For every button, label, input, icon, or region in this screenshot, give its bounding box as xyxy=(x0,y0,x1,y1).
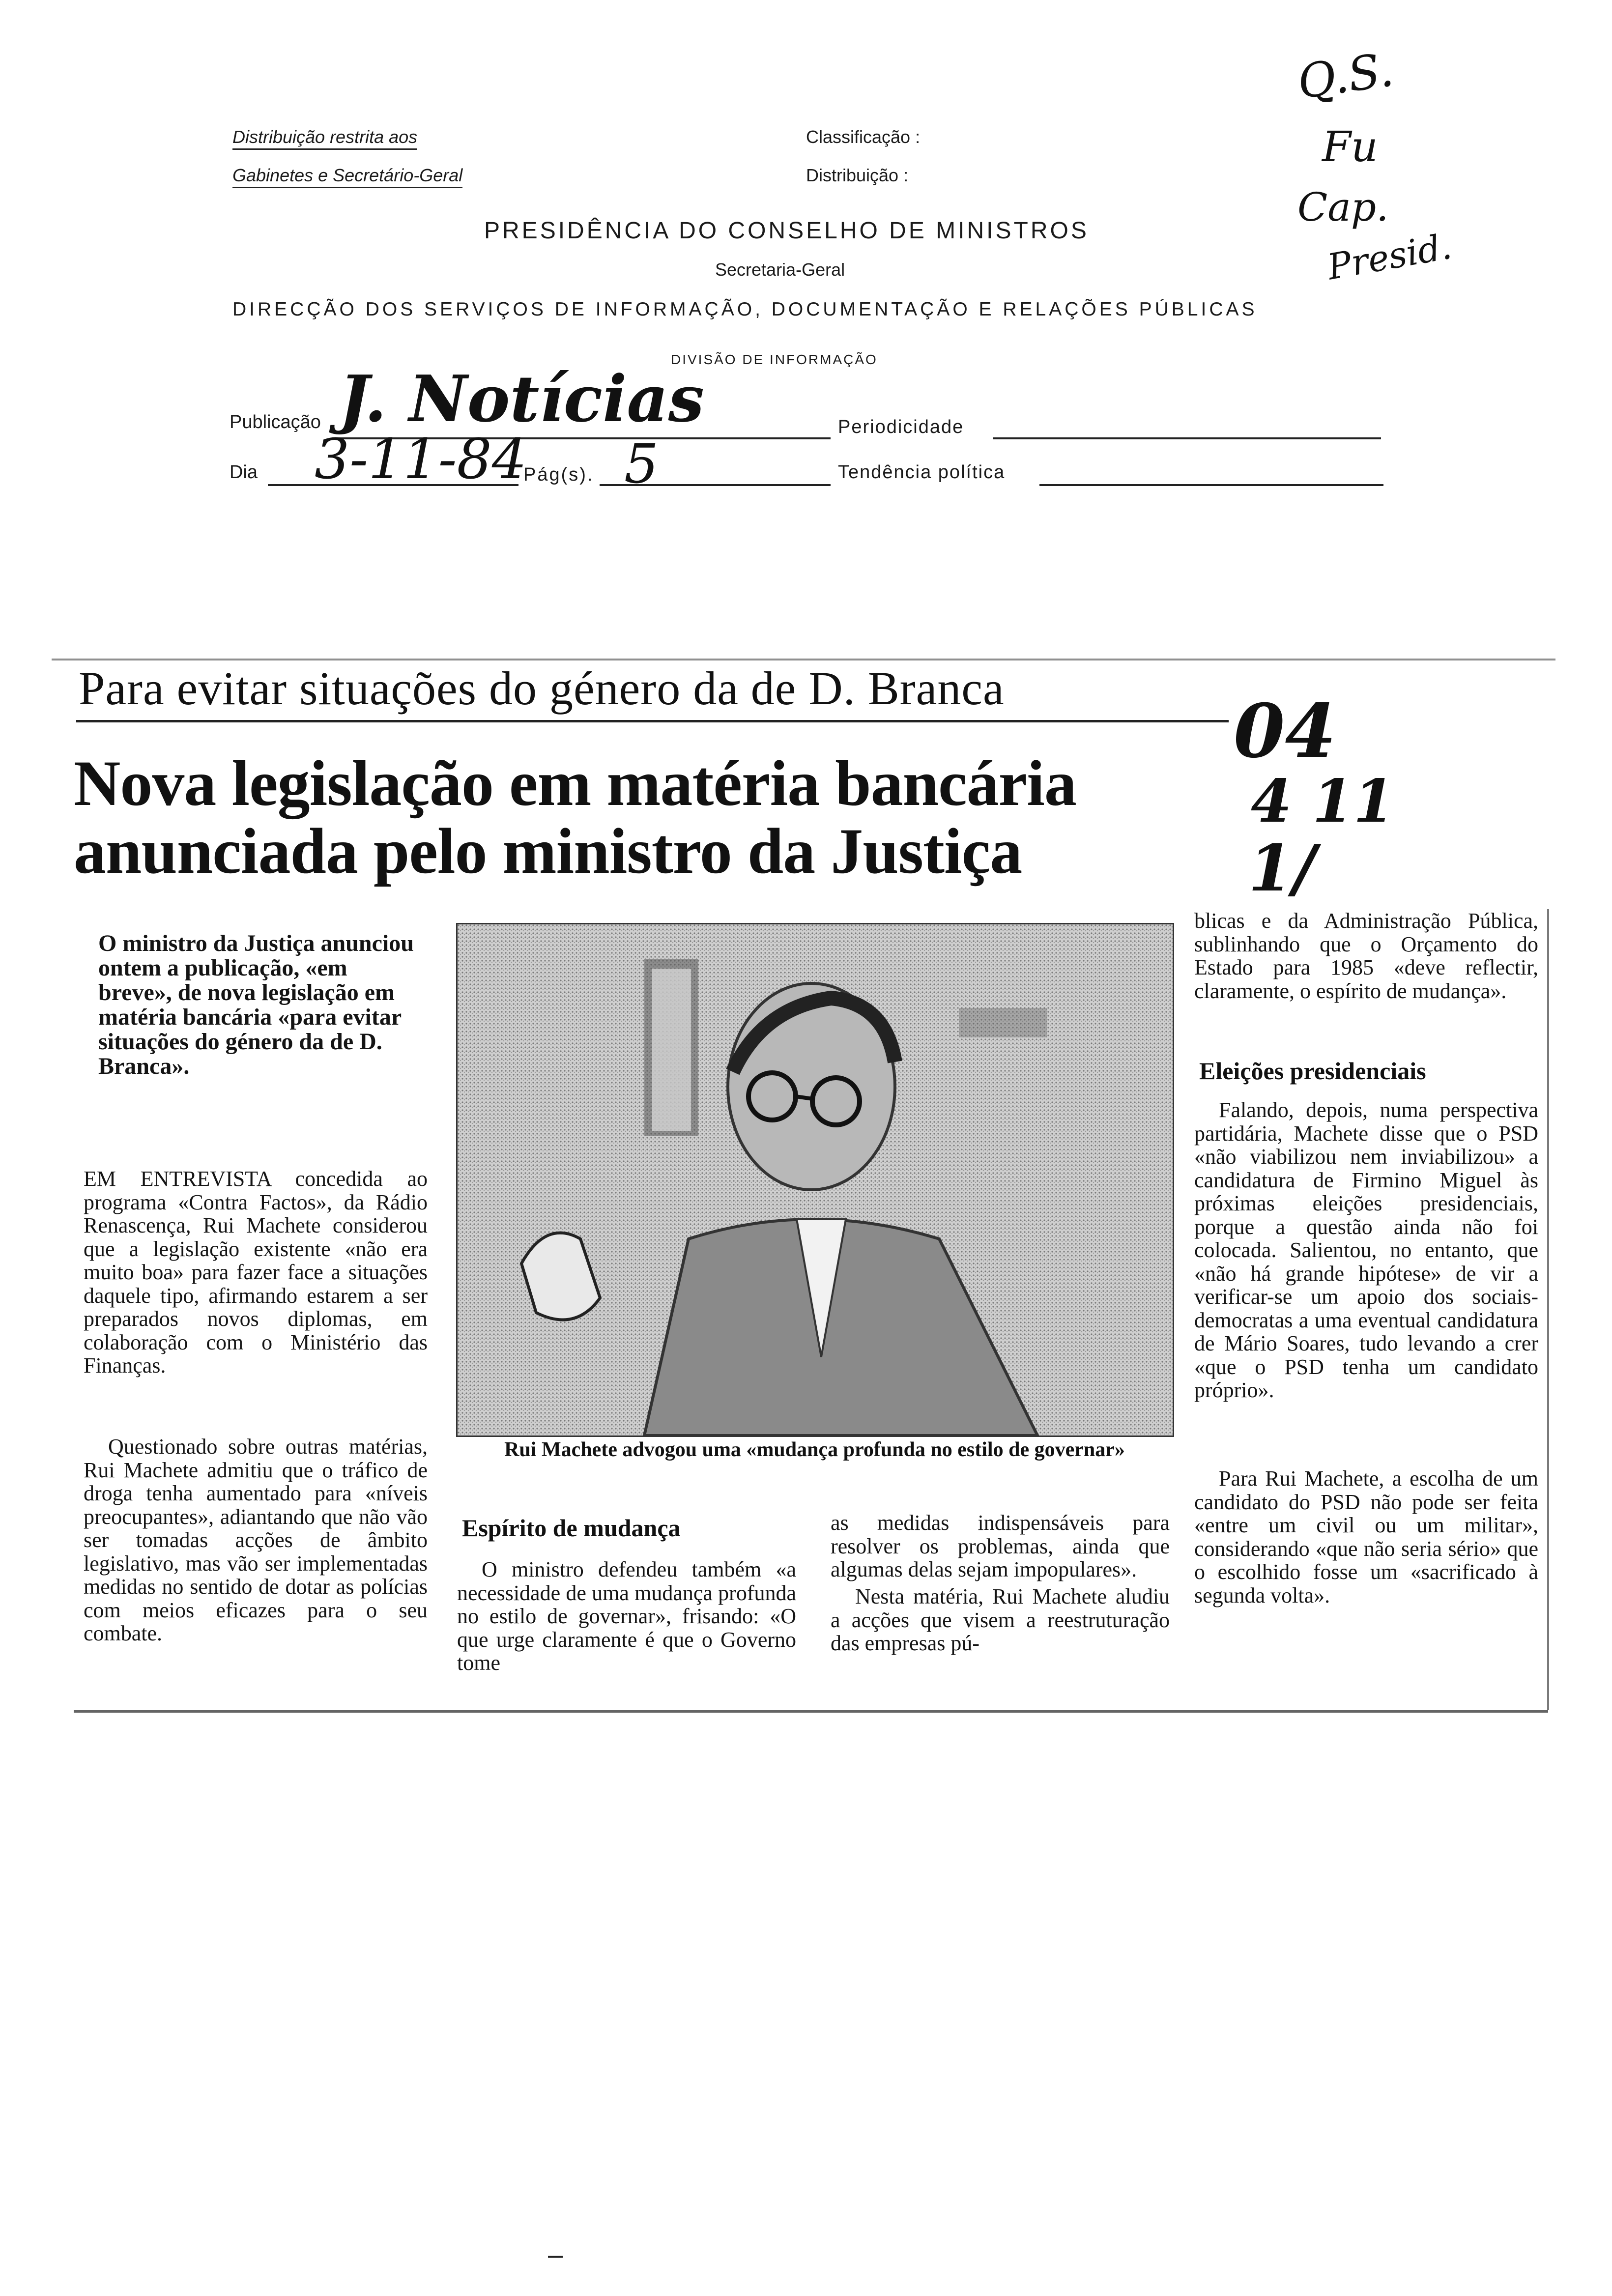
pages-handwritten-value: 5 xyxy=(624,432,659,495)
secretariat-label: Secretaria-Geral xyxy=(715,259,845,280)
periodicity-blank-line xyxy=(993,437,1381,439)
day-label: Dia xyxy=(230,462,258,483)
periodicity-label: Periodicidade xyxy=(838,417,964,437)
margin-handwritten-3: 1/ xyxy=(1248,831,1316,906)
presidency-title: PRESIDÊNCIA DO CONSELHO DE MINISTROS xyxy=(484,218,1089,244)
restricted-distribution-line1: Distribuição restrita aos xyxy=(232,127,417,150)
column1-paragraph2: Questionado sobre outras matérias, Rui Machete admitiu que o tráfico de droga tenha aumentado para «níveis preocupantes», adiantando que não vão ser tomadas acções de âmbito legislativo, mas vão ser implementadas medidas no sentido de dotar as polícias com meios eficazes para o seu combate. xyxy=(84,1435,428,1645)
handwritten-note-2: Fu xyxy=(1322,123,1378,172)
column4-paragraph2: Falando, depois, numa perspectiva partidária, Machete disse que o PSD «não viabilizou nem inviabilizou» a candidatura de Firmino Miguel às próximas eleições presidenciais, porque a questão ainda não foi colocada. Salientou, no entanto, que «não há grande hipótese» de vir a verificar-se um apoio dos sociais-democratas a uma eventual candidatura de Mário Soares, tudo levando a crer «que o PSD tenha um candidato próprio». xyxy=(1194,1098,1538,1402)
article-headline-line1: Nova legislação em matéria bancária xyxy=(74,747,1076,819)
column3-paragraph2: Nesta matéria, Rui Machete aludiu a acções que visem a reestruturação das empresas pú- xyxy=(831,1584,1170,1655)
column2-paragraph1: O ministro defendeu também «a necessidade de uma mudança profunda no estilo de governar», frisando: «O que urge claramente é que o Governo tome xyxy=(457,1557,796,1675)
subhead-presidential-elections: Eleições presidenciais xyxy=(1199,1057,1426,1085)
photo-rui-machete-icon xyxy=(458,924,1173,1435)
column3-paragraph1: as medidas indispensáveis para resolver os problemas, ainda que algumas delas sejam impopulares». xyxy=(831,1511,1170,1581)
classification-label: Classificação : xyxy=(806,127,921,147)
article-kicker: Para evitar situações do género da de D. Branca xyxy=(79,662,1005,715)
division-label: DIVISÃO DE INFORMAÇÃO xyxy=(671,352,878,367)
handwritten-note-3: Cap. xyxy=(1297,184,1389,230)
article-photo xyxy=(456,923,1174,1437)
handwritten-note-1: Q.S. xyxy=(1294,42,1397,110)
publication-label: Publicação xyxy=(230,412,321,432)
margin-handwritten-1: 04 xyxy=(1234,688,1336,775)
tendency-label: Tendência política xyxy=(838,462,1006,483)
pages-label: Pág(s). xyxy=(523,464,594,485)
publication-handwritten-value: J. Notícias xyxy=(339,361,704,436)
handwritten-note-4: Presid. xyxy=(1324,225,1455,288)
article-lead: O ministro da Justiça anunciou ontem a publicação, «em breve», de nova legislação em matéria bancária «para evitar situações do género da de D. Branca». xyxy=(98,930,414,1079)
photo-caption: Rui Machete advogou uma «mudança profunda no estilo de governar» xyxy=(504,1438,1125,1461)
kicker-underline xyxy=(76,720,1229,722)
column1-paragraph1: EM ENTREVISTA concedida ao programa «Contra Factos», da Rádio Renascença, Rui Machete considerou que a legislação existente «não era muito boa» para fazer face a situações daquele tipo, afirmando estarem a ser preparados novos diplomas, em colaboração com o Ministério das Finanças. xyxy=(84,1167,428,1378)
distribution-label: Distribuição : xyxy=(806,165,909,185)
column4-paragraph1: blicas e da Administração Pública, sublinhando que o Orçamento do Estado para 1985 «deve reflectir, claramente, o espírito de mudança». xyxy=(1194,909,1538,1003)
margin-handwritten-2: 4 11 xyxy=(1251,767,1395,836)
subhead-spirit-of-change: Espírito de mudança xyxy=(462,1514,681,1542)
restricted-distribution-line2: Gabinetes e Secretário-Geral xyxy=(232,165,462,188)
clipping-top-border xyxy=(52,659,1555,660)
page-footer-mark xyxy=(548,2256,563,2258)
clipping-bottom-border xyxy=(74,1710,1548,1713)
article-headline-line2: anunciada pelo ministro da Justiça xyxy=(74,815,1022,887)
directorate-title: DIRECÇÃO DOS SERVIÇOS DE INFORMAÇÃO, DOCUMENTAÇÃO E RELAÇÕES PÚBLICAS xyxy=(232,299,1258,320)
day-handwritten-value: 3-11-84 xyxy=(315,428,527,491)
clipping-right-border xyxy=(1547,909,1549,1710)
tendency-blank-line xyxy=(1039,484,1383,486)
column4-paragraph3: Para Rui Machete, a escolha de um candidato do PSD não pode ser feita «entre um civil ou um militar», considerando «que não seria sério» que o escolhido fosse um «sacrificado à segunda volta». xyxy=(1194,1466,1538,1607)
